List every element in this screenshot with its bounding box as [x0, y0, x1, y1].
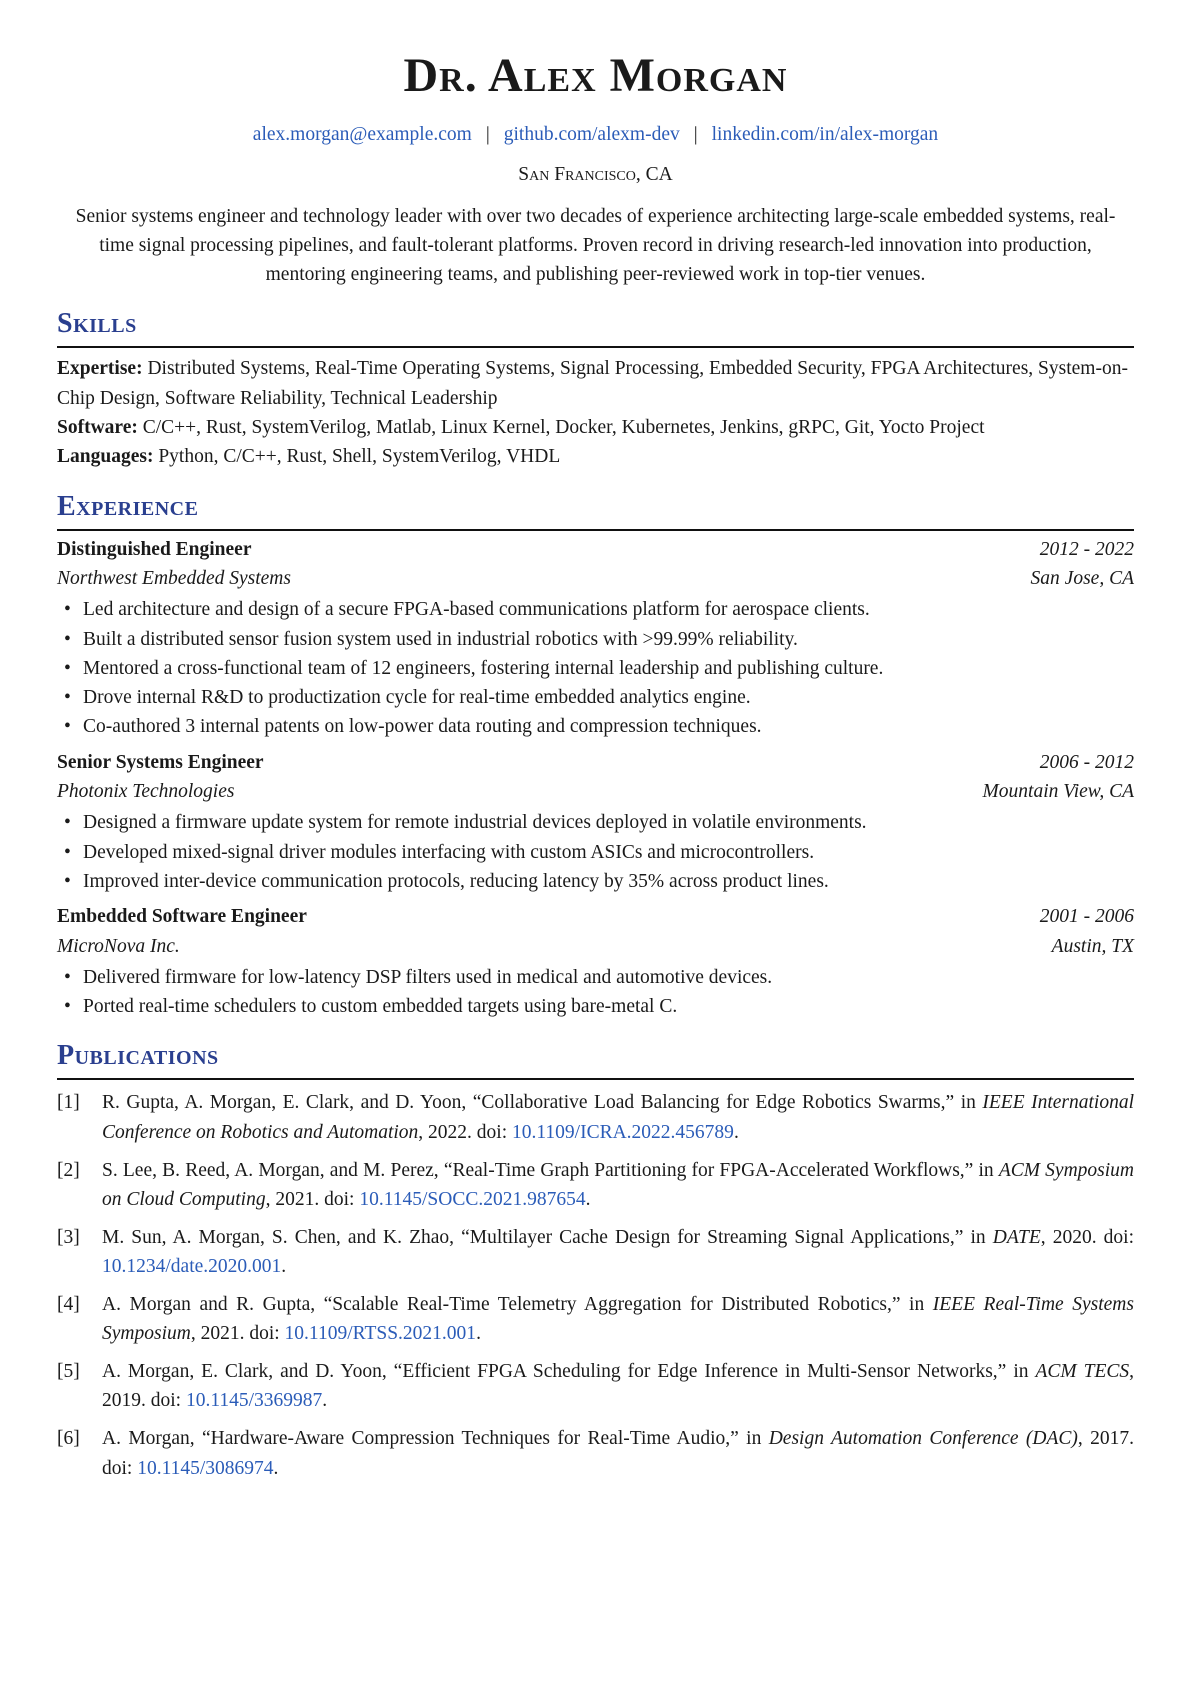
location: San Francisco, CA [518, 164, 673, 186]
publication-venue: IEEE International Conference on Robotics and Automation [102, 1092, 1135, 1143]
job-bullet: • Improved inter-device communication protocols, reducing latency by 35% across product lines. [83, 867, 1134, 896]
skills-list [57, 354, 1134, 471]
publication-in: in [900, 1293, 933, 1315]
publication-text [102, 1088, 1134, 1147]
job-bullet: • Built a distributed sensor fusion system used in industrial robotics with >99.99% reliability. [83, 625, 1134, 654]
publication-end: . [322, 1390, 328, 1412]
section-heading-experience: Experience [57, 490, 1134, 531]
job-bullets [57, 963, 1134, 1022]
contact-links [57, 120, 1134, 149]
job-location: San Jose, CA [1030, 567, 1134, 589]
publication-venue: ACM Symposium on Cloud Computing [102, 1159, 1134, 1210]
job-dates: 2001 - 2006 [1039, 906, 1134, 928]
publication-venue: DATE [992, 1226, 1041, 1248]
section-heading-skills: Skills [57, 307, 1134, 348]
skill-label: Languages: [57, 446, 154, 468]
job-location: Mountain View, CA [982, 781, 1134, 803]
job-bullet: • Delivered firmware for low-latency DSP filters used in medical and automotive devices. [83, 963, 1134, 992]
job-bullets [57, 595, 1134, 741]
publication-in: in [963, 1226, 993, 1248]
publication-authors: M. Sun, A. Morgan, S. Chen, and K. Zhao, [102, 1226, 462, 1248]
publication-title: “Efficient FPGA Scheduling for Edge Inference in Multi-Sensor Networks,” [393, 1361, 1007, 1383]
publication-entry [57, 1223, 1134, 1282]
doi-link[interactable]: 10.1145/3086974 [137, 1457, 274, 1479]
skill-label: Software: [57, 417, 138, 439]
skill-label: Expertise: [57, 358, 143, 380]
publication-entry [57, 1156, 1134, 1215]
skill-row [57, 413, 1134, 442]
publication-title: “Hardware-Aware Compression Techniques for Real-Time Audio,” [201, 1428, 739, 1450]
publication-end: . [476, 1323, 481, 1345]
publication-title: “Collaborative Load Balancing for Edge Robotics Swarms,” [472, 1092, 955, 1114]
skill-row [57, 442, 1134, 471]
doi-link[interactable]: 10.1109/RTSS.2021.001 [284, 1323, 477, 1345]
job-company: MicroNova Inc. [57, 935, 180, 957]
job-company: Photonix Technologies [57, 781, 235, 803]
publication-entry [57, 1424, 1134, 1483]
publication-in: in [738, 1428, 769, 1450]
skill-value: Distributed Systems, Real-Time Operating Systems, Signal Processing, Embedded Security, FPGA Architectures, System-on-Chip Design, Software Reliability, Technical Leadership [57, 358, 1128, 409]
section-heading-publications: Publications [57, 1039, 1134, 1080]
experience-list [57, 535, 1134, 1022]
job-bullet: • Mentored a cross-functional team of 12 engineers, fostering internal leadership and publishing culture. [83, 654, 1134, 683]
publication-number: [1] [57, 1092, 80, 1114]
job-bullet: • Developed mixed-signal driver modules interfacing with custom ASICs and microcontrollers. [83, 838, 1134, 867]
publication-end: . [585, 1188, 591, 1210]
job-title: Distinguished Engineer [57, 538, 252, 560]
candidate-name: Dr. Alex Morgan [403, 49, 788, 102]
skill-value: C/C++, Rust, SystemVerilog, Matlab, Linux Kernel, Docker, Kubernetes, Jenkins, gRPC, Git, Yocto Project [142, 417, 985, 439]
publication-text [102, 1223, 1134, 1282]
publication-authors: A. Morgan and R. Gupta, [102, 1293, 324, 1315]
publication-year: , 2019. doi: [102, 1361, 1134, 1412]
email-link[interactable]: alex.morgan@example.com [252, 124, 472, 145]
job-bullets [57, 808, 1134, 896]
job-bullet: • Led architecture and design of a secure FPGA-based communications platform for aerospace clients. [83, 595, 1134, 624]
job-title: Senior Systems Engineer [57, 751, 264, 773]
publication-number: [2] [57, 1159, 80, 1181]
publication-venue: Design Automation Conference (DAC) [768, 1428, 1078, 1450]
publication-end: . [281, 1256, 287, 1278]
publication-entry [57, 1357, 1134, 1416]
publication-year: , 2017. doi: [102, 1428, 1135, 1479]
publication-in: in [954, 1092, 983, 1114]
job-bullet: • Designed a firmware update system for remote industrial devices deployed in volatile environments. [83, 808, 1134, 837]
publication-number: [5] [57, 1361, 80, 1383]
publication-in: in [973, 1159, 999, 1181]
publication-authors: R. Gupta, A. Morgan, E. Clark, and D. Yoon, [102, 1092, 473, 1114]
publication-year: , 2021. doi: [265, 1188, 360, 1210]
skill-value: Python, C/C++, Rust, Shell, SystemVerilog, VHDL [158, 446, 561, 468]
job-dates: 2006 - 2012 [1039, 751, 1134, 773]
publication-list [57, 1088, 1134, 1483]
doi-link[interactable]: 10.1145/SOCC.2021.987654 [359, 1188, 586, 1210]
job-title: Embedded Software Engineer [57, 906, 307, 928]
publication-entry [57, 1290, 1134, 1349]
job-bullet: • Drove internal R&D to productization cycle for real-time embedded analytics engine. [83, 683, 1134, 712]
separator: | [485, 124, 490, 145]
publication-number: [3] [57, 1226, 80, 1248]
job-bullet: • Ported real-time schedulers to custom embedded targets using bare-metal C. [83, 992, 1134, 1021]
job-bullet: • Co-authored 3 internal patents on low-power data routing and compression techniques. [83, 712, 1134, 741]
job-entry [57, 748, 1134, 896]
linkedin-link[interactable]: linkedin.com/in/alex-morgan [711, 124, 939, 145]
doi-link[interactable]: 10.1109/ICRA.2022.456789 [512, 1121, 734, 1143]
doi-link[interactable]: 10.1234/date.2020.001 [102, 1256, 282, 1278]
publication-title: “Real-Time Graph Partitioning for FPGA-Accelerated Workflows,” [443, 1159, 974, 1181]
publication-authors: A. Morgan, [102, 1428, 202, 1450]
publication-year: , 2021. doi: [190, 1323, 285, 1345]
summary: Senior systems engineer and technology leader with over two decades of experience architecting large-scale embedded systems, real-time signal processing pipelines, and fault-tolerant platforms. Proven record in driving research-led innovation into production, mentoring engineering teams, and publishing peer-reviewed work in top-tier venues. [75, 205, 1116, 286]
skill-row [57, 354, 1134, 413]
publication-text [102, 1156, 1134, 1215]
publication-title: “Scalable Real-Time Telemetry Aggregation for Distributed Robotics,” [323, 1293, 901, 1315]
publication-year: , 2022. doi: [418, 1121, 513, 1143]
doi-link[interactable]: 10.1145/3369987 [185, 1390, 323, 1412]
publication-text [102, 1290, 1134, 1349]
publication-venue: ACM TECS [1035, 1361, 1130, 1383]
publication-year: , 2020. doi: [1040, 1226, 1135, 1248]
publication-end: . [733, 1121, 739, 1143]
github-link[interactable]: github.com/alexm-dev [503, 124, 680, 145]
publication-venue: IEEE Real-Time Systems Symposium [102, 1293, 1134, 1345]
publication-authors: S. Lee, B. Reed, A. Morgan, and M. Perez, [102, 1159, 444, 1181]
separator: | [693, 124, 698, 145]
publication-authors: A. Morgan, E. Clark, and D. Yoon, [102, 1361, 394, 1383]
publication-number: [4] [57, 1293, 80, 1315]
publication-title: “Multilayer Cache Design for Streaming Signal Applications,” [461, 1226, 964, 1248]
job-entry [57, 902, 1134, 1021]
publication-text [102, 1357, 1134, 1416]
publication-entry [57, 1088, 1134, 1147]
publication-number: [6] [57, 1428, 80, 1450]
publication-text [102, 1424, 1134, 1483]
publication-in: in [1006, 1361, 1036, 1383]
job-entry [57, 535, 1134, 742]
job-company: Northwest Embedded Systems [57, 567, 291, 589]
job-dates: 2012 - 2022 [1039, 538, 1134, 560]
job-location: Austin, TX [1051, 935, 1134, 957]
publication-end: . [273, 1457, 279, 1479]
